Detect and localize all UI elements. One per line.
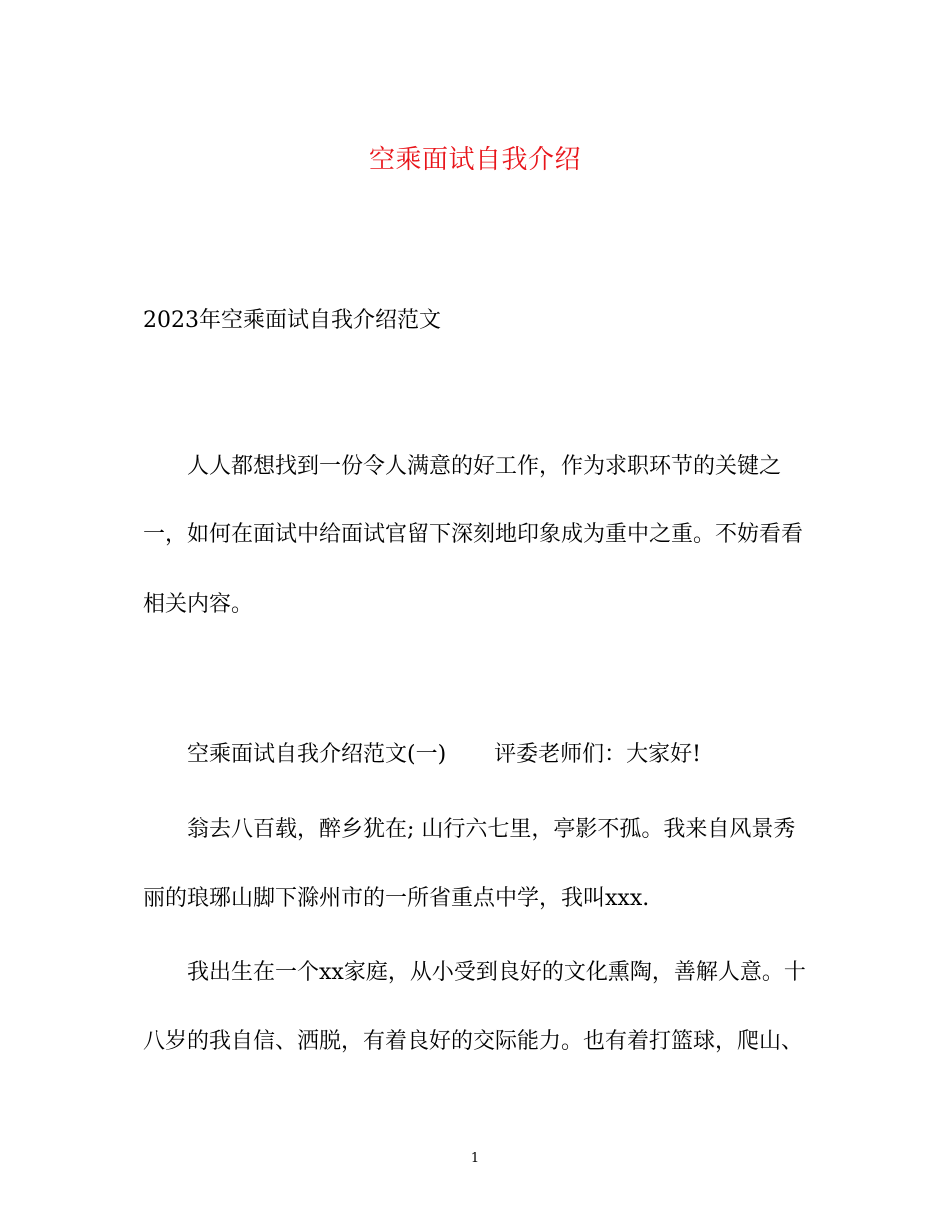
- document-subtitle: 2023年空乘面试自我介绍范文: [143, 308, 441, 333]
- paragraph-line: 翁去八百载，醉乡犹在; 山行六七里，亭影不孤。我来自风景秀: [187, 817, 796, 842]
- paragraph-line: 相关内容。: [143, 592, 254, 617]
- page-title: 空乘面试自我介绍: [368, 145, 581, 175]
- paragraph-line: 八岁的我自信、洒脱，有着良好的交际能力。也有着打篮球，爬山、: [143, 1029, 804, 1054]
- paragraph-line: 人人都想找到一份令人满意的好工作，作为求职环节的关键之: [187, 454, 782, 479]
- section-heading-line: [187, 740, 857, 770]
- greeting: 评委老师们：大家好!: [494, 742, 702, 767]
- paragraph-line: 一，如何在面试中给面试官留下深刻地印象成为重中之重。不妨看看: [143, 522, 804, 547]
- paragraph-line: 丽的琅琊山脚下滁州市的一所省重点中学，我叫xxx.: [143, 886, 650, 911]
- paragraph-line: 我出生在一个xx家庭，从小受到良好的文化熏陶，善解人意。十: [187, 960, 806, 985]
- section-heading: 空乘面试自我介绍范文(一): [187, 742, 447, 767]
- page-number: 1: [470, 1151, 480, 1166]
